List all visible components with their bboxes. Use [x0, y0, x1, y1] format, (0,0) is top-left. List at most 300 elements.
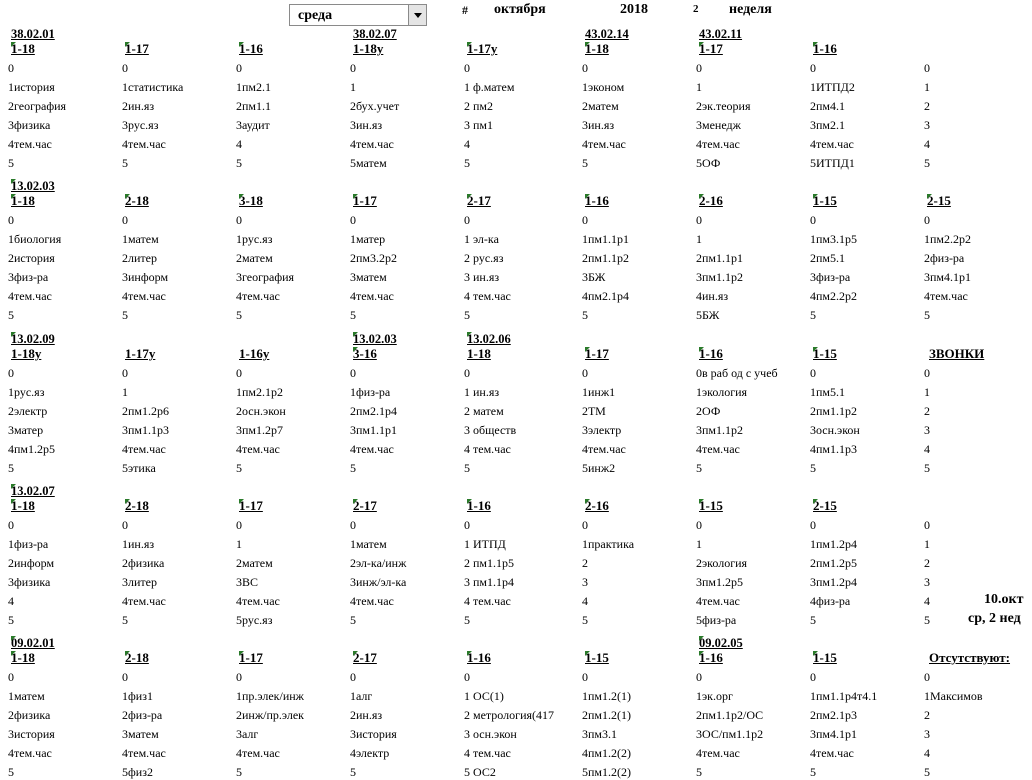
- lesson-cell: 3физика: [8, 575, 51, 589]
- subgroup-code: 2-15: [927, 193, 951, 208]
- lesson-cell: 1физ-ра: [8, 537, 49, 551]
- lesson-cell: 0: [696, 518, 702, 532]
- lesson-cell: 3пм1.2р5: [696, 575, 744, 589]
- lesson-cell: 0: [8, 61, 14, 75]
- lesson-cell: 1пм1.2р4: [810, 537, 858, 551]
- lesson-cell: 3пм2.1: [810, 118, 846, 132]
- lesson-cell: 0: [810, 518, 816, 532]
- lesson-cell: 4тем.час: [696, 137, 740, 151]
- subgroup-code: 1-18: [11, 41, 35, 56]
- lesson-cell: 3физ-ра: [810, 270, 851, 284]
- lesson-cell: 4тем.час: [122, 137, 166, 151]
- lesson-cell: 4тем.час: [696, 442, 740, 456]
- day-select[interactable]: [289, 4, 427, 26]
- lesson-cell: 3инж/эл-ка: [350, 575, 407, 589]
- lesson-cell: 3 осн.экон: [464, 727, 517, 741]
- lesson-cell: 3информ: [122, 270, 169, 284]
- group-code: 09.02.01: [11, 636, 55, 650]
- lesson-cell: 4пм2.2р2: [810, 289, 858, 303]
- lesson-cell: 0: [122, 366, 128, 380]
- lesson-cell: 2пм1.1р2: [582, 251, 630, 265]
- lesson-cell: 1рус.яз: [236, 232, 273, 246]
- lesson-cell: 0в раб од с учеб: [696, 366, 778, 380]
- lesson-cell: 5: [582, 613, 588, 627]
- subgroup-code: 1-16: [467, 650, 491, 665]
- lesson-cell: 0: [8, 366, 14, 380]
- lesson-cell: 4пм1.2р5: [8, 442, 56, 456]
- lesson-cell: 5этика: [122, 461, 156, 475]
- lesson-cell: 1матер: [350, 232, 386, 246]
- subgroup-code: 1-17у: [467, 41, 498, 56]
- lesson-cell: 3рус.яз: [122, 118, 159, 132]
- lesson-cell: 3БЖ: [582, 270, 606, 284]
- lesson-cell: 0: [464, 366, 470, 380]
- lesson-cell: 0: [350, 670, 356, 684]
- group-code: 38.02.01: [11, 27, 55, 41]
- lesson-cell: 5: [236, 461, 242, 475]
- lesson-cell: 5: [582, 308, 588, 322]
- lesson-cell: 5: [924, 765, 930, 779]
- lesson-cell: 4: [464, 137, 470, 151]
- lesson-cell: 4тем.час: [122, 442, 166, 456]
- lesson-cell: 0: [924, 366, 930, 380]
- lesson-cell: 5 ОС2: [464, 765, 496, 779]
- lesson-cell: 1: [696, 80, 702, 94]
- lesson-cell: 4: [8, 594, 14, 608]
- lesson-cell: 0: [8, 670, 14, 684]
- lesson-cell: 1: [350, 80, 356, 94]
- lesson-cell: 4тем.час: [236, 746, 280, 760]
- group-code: 13.02.03: [353, 332, 397, 346]
- lesson-cell: 2 пм1.1р5: [464, 556, 515, 570]
- lesson-cell: 5: [582, 156, 588, 170]
- lesson-cell: 4ин.яз: [696, 289, 729, 303]
- lesson-cell: 0: [464, 518, 470, 532]
- lesson-cell: 5физ-ра: [696, 613, 737, 627]
- subgroup-code: 1-18: [11, 498, 35, 513]
- lesson-cell: 3матем: [122, 727, 159, 741]
- lesson-cell: 3электр: [582, 423, 622, 437]
- lesson-cell: 4электр: [350, 746, 390, 760]
- lesson-cell: 5: [8, 461, 14, 475]
- subgroup-code: 1-15: [585, 650, 609, 665]
- lesson-cell: 1эк.орг: [696, 689, 733, 703]
- lesson-cell: 2пм1.1: [236, 99, 272, 113]
- lesson-cell: 0: [236, 61, 242, 75]
- lesson-cell: 4тем.час: [582, 442, 626, 456]
- lesson-cell: 1алг: [350, 689, 373, 703]
- lesson-cell: 4тем.час: [350, 289, 394, 303]
- lesson-cell: 0: [236, 518, 242, 532]
- lesson-cell: 5: [924, 156, 930, 170]
- lesson-cell: 1физ1: [122, 689, 153, 703]
- lesson-cell: 4тем.час: [924, 289, 968, 303]
- lesson-cell: 5: [810, 308, 816, 322]
- lesson-cell: 2 рус.яз: [464, 251, 504, 265]
- subgroup-code: 1-17: [239, 498, 263, 513]
- subgroup-code: 2-18: [125, 650, 149, 665]
- day-select-value: среда: [298, 8, 333, 23]
- group-code: 13.02.03: [11, 179, 55, 193]
- lesson-cell: 0: [350, 213, 356, 227]
- lesson-cell: 1матем: [350, 537, 387, 551]
- lesson-cell: 4тем.час: [810, 746, 854, 760]
- chevron-down-icon[interactable]: [408, 5, 426, 25]
- lesson-cell: 3физика: [8, 118, 51, 132]
- lesson-cell: 1физ-ра: [350, 385, 391, 399]
- subgroup-code: 2-17: [353, 498, 377, 513]
- lesson-cell: 4пм1.1р3: [810, 442, 858, 456]
- lesson-cell: 4тем.час: [8, 289, 52, 303]
- lesson-cell: 1пм3.1р5: [810, 232, 858, 246]
- lesson-cell: 4: [924, 594, 930, 608]
- lesson-cell: 2пм1.1р1: [696, 251, 744, 265]
- lesson-cell: 2пм4.1: [810, 99, 846, 113]
- subgroup-code: 1-16: [699, 346, 723, 361]
- lesson-cell: 2пм5.1: [810, 251, 846, 265]
- subgroup-code: 2-17: [467, 193, 491, 208]
- lesson-cell: 0: [924, 213, 930, 227]
- lesson-cell: 1экология: [696, 385, 748, 399]
- lesson-cell: 5ИТПД1: [810, 156, 855, 170]
- lesson-cell: 0: [350, 518, 356, 532]
- lesson-cell: 5: [696, 765, 702, 779]
- lesson-cell: 0: [464, 61, 470, 75]
- lesson-cell: 0: [236, 670, 242, 684]
- lesson-cell: 5: [924, 613, 930, 627]
- lesson-cell: 3пм1.1р3: [122, 423, 170, 437]
- lesson-cell: 3пм1.1р2: [696, 270, 744, 284]
- lesson-cell: 5: [924, 308, 930, 322]
- lesson-cell: 4тем.час: [350, 137, 394, 151]
- subgroup-code: 1-16: [585, 193, 609, 208]
- lesson-cell: 1 ин.яз: [464, 385, 500, 399]
- group-code: 13.02.09: [11, 332, 55, 346]
- lesson-cell: 4: [924, 746, 930, 760]
- lesson-cell: 1пм2.2р2: [924, 232, 972, 246]
- lesson-cell: 2экология: [696, 556, 748, 570]
- lesson-cell: 2пм1.2р5: [810, 556, 858, 570]
- lesson-cell: 2бух.учет: [350, 99, 400, 113]
- lesson-cell: 1биология: [8, 232, 62, 246]
- lesson-cell: 4тем.час: [8, 746, 52, 760]
- lesson-cell: 3 обществ: [464, 423, 517, 437]
- lesson-cell: 5: [8, 308, 14, 322]
- lesson-cell: 5: [464, 156, 470, 170]
- lesson-cell: 5БЖ: [696, 308, 720, 322]
- subgroup-code: 1-15: [813, 650, 837, 665]
- subgroup-code: 1-16: [467, 498, 491, 513]
- lesson-cell: 5матем: [350, 156, 387, 170]
- lesson-cell: 2: [582, 556, 588, 570]
- lesson-cell: 4тем.час: [696, 746, 740, 760]
- lesson-cell: 0: [350, 366, 356, 380]
- lesson-cell: 1: [236, 537, 242, 551]
- lesson-cell: 5: [464, 308, 470, 322]
- lesson-cell: 0: [924, 670, 930, 684]
- lesson-cell: 3аудит: [236, 118, 270, 132]
- lesson-cell: 2ин.яз: [350, 708, 383, 722]
- subgroup-code: 1-18у: [353, 41, 384, 56]
- lesson-cell: 3пм4.1р1: [924, 270, 972, 284]
- lesson-cell: 5: [810, 461, 816, 475]
- lesson-cell: 2электр: [8, 404, 48, 418]
- subgroup-code: 1-17: [585, 346, 609, 361]
- subgroup-code: 1-16: [699, 650, 723, 665]
- lesson-cell: 4: [582, 594, 588, 608]
- lesson-cell: 5: [8, 613, 14, 627]
- subgroup-code: 1-17у: [125, 346, 156, 361]
- lesson-cell: 1: [696, 537, 702, 551]
- lesson-cell: 5: [236, 765, 242, 779]
- lesson-cell: 2 матем: [464, 404, 504, 418]
- subgroup-code: 1-17: [125, 41, 149, 56]
- lesson-cell: 3 пм1: [464, 118, 494, 132]
- subgroup-code: 2-16: [585, 498, 609, 513]
- lesson-cell: 3: [924, 575, 930, 589]
- subgroup-code: 1-16: [239, 41, 263, 56]
- lesson-cell: 2: [924, 708, 930, 722]
- lesson-cell: 1эконом: [582, 80, 625, 94]
- lesson-cell: 1пм2.1р2: [236, 385, 284, 399]
- lesson-cell: 0: [464, 213, 470, 227]
- lesson-cell: 5: [810, 613, 816, 627]
- lesson-cell: 0: [810, 213, 816, 227]
- lesson-cell: 4тем.час: [236, 289, 280, 303]
- lesson-cell: 2ОФ: [696, 404, 721, 418]
- lesson-cell: 2матем: [236, 251, 273, 265]
- lesson-cell: 0: [582, 213, 588, 227]
- lesson-cell: 2 пм2: [464, 99, 494, 113]
- lesson-cell: 3: [924, 118, 930, 132]
- lesson-cell: 3география: [236, 270, 295, 284]
- lesson-cell: 1Максимов: [924, 689, 983, 703]
- lesson-cell: 4 тем.час: [464, 442, 511, 456]
- lesson-cell: 2пм1.1р2: [810, 404, 858, 418]
- lesson-cell: 4тем.час: [236, 442, 280, 456]
- lesson-cell: 2 метрология(417: [464, 708, 554, 722]
- hash-cell: #: [462, 3, 468, 17]
- subgroup-code: 2-17: [353, 650, 377, 665]
- lesson-cell: 1история: [8, 80, 55, 94]
- lesson-cell: 2пм2.1р4: [350, 404, 398, 418]
- lesson-cell: 1пм5.1: [810, 385, 846, 399]
- lesson-cell: 1 ф.матем: [464, 80, 515, 94]
- lesson-cell: 0: [8, 213, 14, 227]
- lesson-cell: 4 тем.час: [464, 289, 511, 303]
- lesson-cell: 4тем.час: [236, 594, 280, 608]
- subgroup-code: 2-18: [125, 193, 149, 208]
- subgroup-code: 1-16: [813, 41, 837, 56]
- lesson-cell: 5: [236, 156, 242, 170]
- lesson-cell: 3 пм1.1р4: [464, 575, 515, 589]
- lesson-cell: 2география: [8, 99, 67, 113]
- lesson-cell: 1 эл-ка: [464, 232, 499, 246]
- group-code: 43.02.14: [585, 27, 629, 41]
- lesson-cell: 3: [924, 423, 930, 437]
- lesson-cell: 3ВС: [236, 575, 259, 589]
- lesson-cell: 5инж2: [582, 461, 616, 475]
- lesson-cell: 4 тем.час: [464, 746, 511, 760]
- subgroup-code: 1-18: [11, 650, 35, 665]
- lesson-cell: 4: [924, 442, 930, 456]
- group-code: 09.02.05: [699, 636, 743, 650]
- section-label: ЗВОНКИ: [929, 346, 985, 361]
- lesson-cell: 5: [810, 765, 816, 779]
- lesson-cell: 4физ-ра: [810, 594, 851, 608]
- lesson-cell: 5: [8, 156, 14, 170]
- lesson-cell: 1рус.яз: [8, 385, 45, 399]
- lesson-cell: 0: [122, 670, 128, 684]
- lesson-cell: 0: [582, 366, 588, 380]
- lesson-cell: 1: [924, 537, 930, 551]
- subgroup-code: 1-16у: [239, 346, 270, 361]
- lesson-cell: 5: [924, 461, 930, 475]
- lesson-cell: 0: [464, 670, 470, 684]
- subgroup-code: 3-16: [353, 346, 377, 361]
- lesson-cell: 4 тем.час: [464, 594, 511, 608]
- lesson-cell: 1: [924, 80, 930, 94]
- lesson-cell: 4: [924, 137, 930, 151]
- lesson-cell: 2инж/пр.элек: [236, 708, 304, 722]
- subgroup-code: 2-16: [699, 193, 723, 208]
- lesson-cell: 1матем: [122, 232, 159, 246]
- side-day-week: ср, 2 нед: [968, 611, 1021, 626]
- lesson-cell: 0: [810, 670, 816, 684]
- lesson-cell: 1 ОС(1): [464, 689, 504, 703]
- lesson-cell: 2физ-ра: [122, 708, 163, 722]
- lesson-cell: 2матем: [582, 99, 619, 113]
- lesson-cell: 1статистика: [122, 80, 184, 94]
- lesson-cell: 5: [464, 461, 470, 475]
- lesson-cell: 0: [122, 61, 128, 75]
- side-date: 10.окт: [984, 592, 1024, 607]
- lesson-cell: 3: [582, 575, 588, 589]
- lesson-cell: 3 ин.яз: [464, 270, 500, 284]
- lesson-cell: 2история: [8, 251, 55, 265]
- lesson-cell: 2: [924, 556, 930, 570]
- lesson-cell: 4тем.час: [122, 594, 166, 608]
- group-code: 43.02.11: [699, 27, 743, 41]
- lesson-cell: 2матем: [236, 556, 273, 570]
- lesson-cell: 1инж1: [582, 385, 616, 399]
- subgroup-code: 2-15: [813, 498, 837, 513]
- lesson-cell: 1ИТПД2: [810, 80, 855, 94]
- lesson-cell: 3матер: [8, 423, 44, 437]
- subgroup-code: 1-15: [813, 193, 837, 208]
- lesson-cell: 0: [582, 518, 588, 532]
- lesson-cell: 1пм1.1р1: [582, 232, 630, 246]
- subgroup-code: 3-18: [239, 193, 263, 208]
- lesson-cell: 5: [8, 765, 14, 779]
- lesson-cell: 5: [464, 613, 470, 627]
- lesson-cell: 4тем.час: [122, 289, 166, 303]
- subgroup-code: 1-17: [699, 41, 723, 56]
- lesson-cell: 5: [236, 308, 242, 322]
- lesson-cell: 5: [350, 308, 356, 322]
- lesson-cell: 4тем.час: [122, 746, 166, 760]
- subgroup-code: 1-18: [585, 41, 609, 56]
- lesson-cell: 0: [122, 518, 128, 532]
- lesson-cell: 3история: [350, 727, 397, 741]
- lesson-cell: 2эк.теория: [696, 99, 751, 113]
- lesson-cell: 3ин.яз: [350, 118, 383, 132]
- lesson-cell: 0: [236, 213, 242, 227]
- lesson-cell: 5: [350, 613, 356, 627]
- lesson-cell: 4тем.час: [810, 137, 854, 151]
- lesson-cell: 0: [924, 61, 930, 75]
- lesson-cell: 2физ-ра: [924, 251, 965, 265]
- lesson-cell: 3: [924, 727, 930, 741]
- lesson-cell: 5: [122, 613, 128, 627]
- lesson-cell: 4тем.час: [8, 137, 52, 151]
- lesson-cell: 4тем.час: [350, 594, 394, 608]
- lesson-cell: 3пм1.2р4: [810, 575, 858, 589]
- lesson-cell: 3матем: [350, 270, 387, 284]
- lesson-cell: 3алг: [236, 727, 259, 741]
- lesson-cell: 2литер: [122, 251, 157, 265]
- subgroup-code: 2-18: [125, 498, 149, 513]
- lesson-cell: 3пм1.1р2: [696, 423, 744, 437]
- lesson-cell: 5пм1.2(2): [582, 765, 632, 779]
- lesson-cell: 1практика: [582, 537, 635, 551]
- lesson-cell: 3физ-ра: [8, 270, 49, 284]
- lesson-cell: 2ин.яз: [122, 99, 155, 113]
- lesson-cell: 2: [924, 99, 930, 113]
- lesson-cell: 5: [696, 461, 702, 475]
- lesson-cell: 3ОС/пм1.1р2: [696, 727, 764, 741]
- lesson-cell: 1пм2.1: [236, 80, 272, 94]
- lesson-cell: 4тем.час: [696, 594, 740, 608]
- lesson-cell: 1пм1.1р4т4.1: [810, 689, 878, 703]
- lesson-cell: 3ин.яз: [582, 118, 615, 132]
- lesson-cell: 5: [350, 461, 356, 475]
- lesson-cell: 2пм1.2(1): [582, 708, 632, 722]
- lesson-cell: 0: [696, 213, 702, 227]
- lesson-cell: 0: [236, 366, 242, 380]
- lesson-cell: 3пм3.1: [582, 727, 618, 741]
- lesson-cell: 2физика: [8, 708, 51, 722]
- lesson-cell: 0: [696, 670, 702, 684]
- lesson-cell: 1пр.элек/инж: [236, 689, 304, 703]
- lesson-cell: 5физ2: [122, 765, 153, 779]
- lesson-cell: 2пм3.2р2: [350, 251, 398, 265]
- lesson-cell: 4: [236, 137, 242, 151]
- lesson-cell: 2пм1.1р2/ОС: [696, 708, 764, 722]
- lesson-cell: 2информ: [8, 556, 55, 570]
- lesson-cell: 3менедж: [696, 118, 741, 132]
- subgroup-code: 1-18у: [11, 346, 42, 361]
- lesson-cell: 5: [350, 765, 356, 779]
- lesson-cell: 3литер: [122, 575, 157, 589]
- lesson-cell: 0: [810, 366, 816, 380]
- subgroup-code: 1-18: [467, 346, 491, 361]
- lesson-cell: 0: [810, 61, 816, 75]
- lesson-cell: 5ОФ: [696, 156, 721, 170]
- lesson-cell: 4пм1.2(2): [582, 746, 632, 760]
- lesson-cell: 2физика: [122, 556, 165, 570]
- lesson-cell: 4пм2.1р4: [582, 289, 630, 303]
- subgroup-code: 1-15: [699, 498, 723, 513]
- lesson-cell: 2пм2.1р3: [810, 708, 858, 722]
- section-label: Отсутствуют:: [929, 650, 1011, 665]
- lesson-cell: 4тем.час: [350, 442, 394, 456]
- group-code: 13.02.07: [11, 484, 55, 498]
- lesson-cell: 0: [582, 61, 588, 75]
- lesson-cell: 1: [696, 232, 702, 246]
- lesson-cell: 3пм1.1р1: [350, 423, 398, 437]
- lesson-cell: 1: [924, 385, 930, 399]
